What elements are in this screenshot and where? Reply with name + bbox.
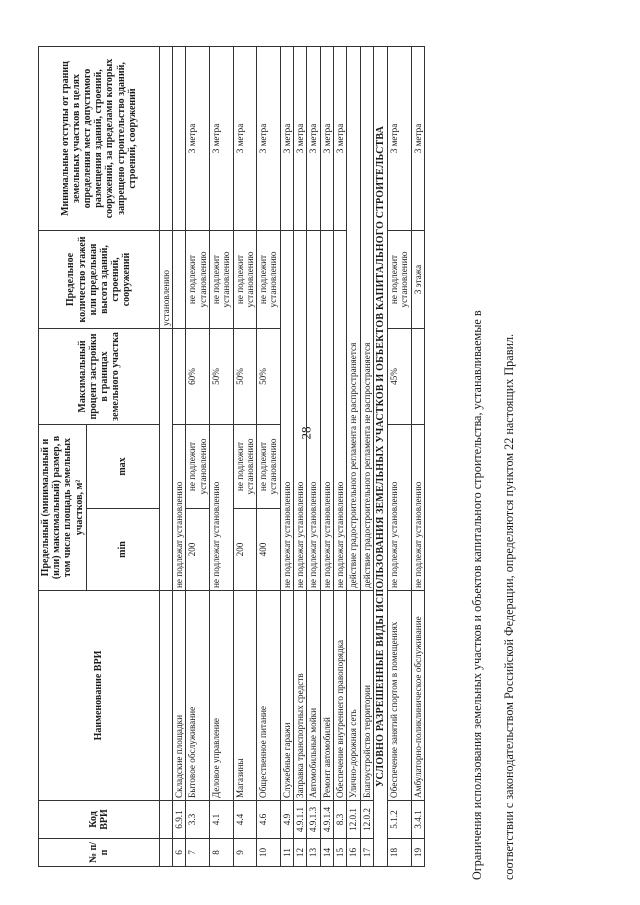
table-row: 8 4.1 Деловое управление не подлежат установлению 50% не подлежит установлению 3 метра [209, 47, 233, 867]
header-size: Предельный (минимальный и (или) максимальный) размер, в том числе площадь земельных участков, м² [39, 425, 87, 591]
footer-line-1: Ограничения использования земельных участков и объектов капитального строительства, устанавливаемые в [470, 310, 484, 880]
table-row: 12 4.9.1.1 Заправка транспортных средств не подлежат установлению 3 метра [294, 47, 307, 867]
header-row [39, 47, 87, 867]
conditional-section-title: УСЛОВНО РАЗРЕШЕННЫЕ ВИДЫ ИСПОЛЬЗОВАНИЯ ЗЕМЕЛЬНЫХ УЧАСТКОВ И ОБЪЕКТОВ КАПИТАЛЬНОГО СТРОИТЕЛЬСТВА [373, 47, 387, 867]
table-row: 10 4.6 Общественное питание 400 не подлежит установлению 50% не подлежит установлению 3 метра [257, 47, 281, 867]
table-row: 16 12.0.1 Улично-дорожная сеть действие градостроительного регламента не распространяется [347, 47, 360, 867]
table-row: 11 4.9 Служебные гаражи не подлежат установлению 3 метра [280, 47, 293, 867]
header-floors: Предельное количество этажей или предельная высота зданий, строений, сооружений [39, 231, 160, 329]
rotated-table-wrapper [38, 47, 425, 867]
header-max: max [86, 425, 159, 509]
table-row: 19 3.4.1 Амбулаторно-поликлиническое обслуживание не подлежат установлению 3 этажа 3 метра [411, 47, 424, 867]
header-num: № п/п [39, 839, 160, 867]
header-setback: Минимальные отступы от границ земельных участков в целях определения мест допустимого размещения зданий, строений, сооружений, за пределами которых запрещено строительство зданий, строений, сооружений [39, 47, 160, 231]
table-row: 18 5.1.2 Обеспечение занятий спортом в помещениях не подлежат установлению 45% не подлежит установлению 3 метра [387, 47, 411, 867]
table-row: 15 8.3 Обеспечение внутреннего правопорядка не подлежат установлению 3 метра [333, 47, 346, 867]
header-pct: Максимальный процент застройки в границах земельного участка [39, 329, 160, 425]
table-row: 17 12.0.2 Благоустройство территории действие градостроительного регламента не распространяется [360, 47, 373, 867]
table-row: 9 4.4 Магазины 200 не подлежит установлению 50% не подлежит установлению 3 метра [233, 47, 257, 867]
header-name: Наименование ВРИ [39, 591, 160, 801]
regulations-table [38, 46, 425, 867]
page-number: 28 [298, 426, 314, 440]
conditional-section-row [373, 47, 387, 867]
table-row: 6 6.9.1 Складские площадки не подлежат установлению [173, 47, 186, 867]
table-row: 7 3.3 Бытовое обслуживание 200 не подлежит установлению 60% не подлежит установлению 3 метра [186, 47, 210, 867]
header-code: Код ВРИ [39, 801, 160, 839]
table-row [159, 47, 172, 867]
footer-line-2: соответствии с законодательством Российской Федерации, определяются пунктом 22 настоящих Правил. [502, 333, 516, 880]
header-min: min [86, 509, 159, 591]
span-top: установлению [159, 231, 172, 329]
table-row: 14 4.9.1.4 Ремонт автомобилей не подлежат установлению 3 метра [320, 47, 333, 867]
table-row: 13 4.9.1.3 Автомобильные мойки не подлежат установлению 3 метра [307, 47, 320, 867]
